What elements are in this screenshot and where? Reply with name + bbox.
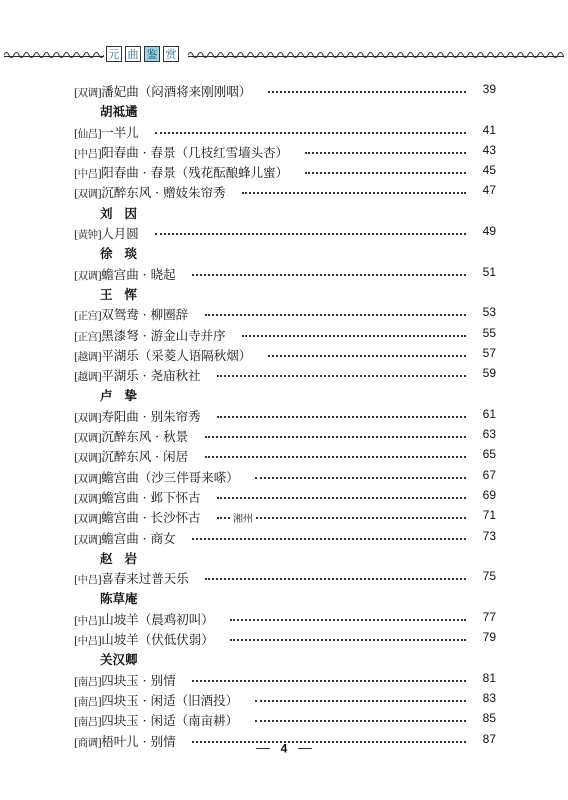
margin-note: 湘州 (231, 510, 255, 525)
entry-heading (74, 183, 226, 201)
dot-leader (268, 91, 466, 93)
toc-entry[interactable] (74, 527, 496, 547)
mode-tag: [双调] (74, 513, 102, 526)
toc-entry[interactable] (74, 425, 496, 445)
mode-tag: [商调] (74, 736, 102, 749)
header-wave-right (188, 50, 564, 60)
dot-leader (255, 700, 466, 702)
mode-tag: [中吕] (74, 147, 102, 160)
footer-dash-right (298, 748, 312, 749)
entry-heading (74, 305, 188, 323)
page-ref: 55 (482, 325, 496, 340)
dot-leader (230, 639, 466, 641)
entry-heading (74, 569, 189, 587)
entry-heading (74, 447, 188, 465)
dot-leader (205, 436, 466, 438)
entry-title: 一半儿 (101, 124, 139, 140)
entry-title: 沉醉东风 · 秋景 (101, 429, 189, 445)
entry-title: 黑漆弩 · 游金山寺并序 (101, 327, 226, 343)
mode-tag: [黄钟] (74, 229, 102, 242)
toc-entry[interactable] (74, 344, 496, 364)
author-name: 卢挚 (100, 388, 150, 404)
entry-title: 蟾宫曲 · 晓起 (101, 266, 176, 282)
author-heading (74, 648, 496, 668)
entry-title: 四块玉 · 闲适（南亩耕） (101, 713, 239, 729)
toc-entry[interactable] (74, 466, 496, 486)
mode-tag: [南吕] (74, 675, 102, 688)
book-title-char: 元 (106, 46, 122, 62)
entry-heading (74, 468, 239, 486)
dot-leader (230, 619, 466, 621)
page-ref: 63 (482, 427, 496, 442)
mode-tag: [越调] (74, 350, 102, 363)
entry-title: 蟾宫曲 · 长沙怀古 (101, 510, 201, 526)
dot-leader (205, 578, 466, 580)
entry-title: 阳春曲 · 春景（几枝红雪墙头杏） (101, 144, 289, 160)
mode-tag: [双调] (74, 492, 102, 505)
toc-entry[interactable] (74, 567, 496, 587)
entry-heading (74, 630, 214, 648)
dot-leader (217, 375, 466, 377)
entry-title: 喜春来过普天乐 (101, 571, 189, 587)
toc-entry[interactable] (74, 324, 496, 344)
entry-title: 四块玉 · 别情 (101, 672, 176, 688)
dot-leader (255, 477, 466, 479)
page-ref: 85 (482, 711, 496, 726)
dot-leader (217, 497, 466, 499)
mode-tag: [正宫] (74, 330, 102, 343)
toc-entry[interactable] (74, 364, 496, 384)
author-heading (74, 384, 496, 404)
author-heading (74, 547, 496, 567)
dot-leader (192, 538, 466, 540)
mode-tag: [南吕] (74, 695, 102, 708)
page-ref: 83 (482, 690, 496, 705)
page-footer (0, 738, 568, 757)
mode-tag: [正宫] (74, 310, 102, 323)
footer-dash-left (256, 748, 270, 749)
mode-tag: [双调] (74, 269, 102, 282)
entry-title: 寿阳曲 · 别朱帘秀 (101, 408, 201, 424)
toc-entry[interactable] (74, 121, 496, 141)
mode-tag: [越调] (74, 371, 102, 384)
toc-entry[interactable] (74, 628, 496, 648)
dot-leader (242, 335, 466, 337)
mode-tag: [双调] (74, 452, 102, 465)
entry-title: 蟾宫曲 · 邺下怀古 (101, 489, 201, 505)
author-heading (74, 587, 496, 607)
entry-title: 蟾宫曲（沙三伴哥来嗏） (101, 469, 239, 485)
dot-leader (242, 192, 466, 194)
toc-entry[interactable] (74, 263, 496, 283)
page-ref: 69 (482, 487, 496, 502)
dot-leader (155, 132, 466, 134)
entry-heading (74, 407, 201, 425)
book-title (106, 46, 179, 62)
toc-entry[interactable] (74, 181, 496, 201)
entry-title: 人月圆 (101, 226, 139, 242)
mode-tag: [中吕] (74, 574, 102, 587)
entry-title: 山坡羊（晨鸡初叫） (101, 611, 214, 627)
entry-heading (74, 265, 176, 283)
author-heading (74, 202, 496, 222)
entry-heading (74, 326, 226, 344)
page-ref: 71 (482, 508, 496, 523)
dot-leader (305, 172, 466, 174)
mode-tag: [双调] (74, 411, 102, 424)
entry-heading (74, 691, 238, 709)
entry-title: 蟾宫曲 · 商女 (101, 530, 176, 546)
toc-entry[interactable] (74, 303, 496, 323)
author-name: 胡祗遹 (100, 104, 138, 120)
dot-leader (305, 152, 466, 154)
page-ref: 39 (482, 82, 496, 96)
mode-tag: [中吕] (74, 614, 102, 627)
entry-title: 平湖乐（采菱人语隔秋烟） (101, 347, 252, 363)
entry-heading (74, 488, 201, 506)
author-name: 徐琰 (100, 246, 150, 262)
entry-title: 平湖乐 · 尧庙秋社 (101, 368, 201, 384)
entry-title: 阳春曲 · 春景（残花酝酿蜂儿蜜） (101, 165, 289, 181)
page-ref: 87 (482, 731, 496, 746)
page-ref: 67 (482, 467, 496, 482)
toc-entry[interactable] (74, 405, 496, 425)
entry-heading (74, 610, 214, 628)
author-name: 关汉卿 (100, 652, 138, 668)
dot-leader (268, 355, 466, 357)
entry-title: 双鸳鸯 · 柳圈辞 (101, 307, 189, 323)
toc-entry[interactable] (74, 669, 496, 689)
entry-title: 沉醉东风 · 闲居 (101, 449, 189, 465)
toc-entry[interactable] (74, 486, 496, 506)
page-ref: 65 (482, 447, 496, 462)
page-ref: 73 (482, 528, 496, 543)
mode-tag: [双调] (74, 432, 102, 445)
page-ref: 75 (482, 569, 496, 584)
header-wave-left (4, 50, 104, 60)
entry-title: 沉醉东风 · 赠妓朱帘秀 (101, 185, 226, 201)
toc-entry[interactable] (74, 80, 496, 100)
author-name: 王恽 (100, 286, 150, 302)
page-ref: 59 (482, 366, 496, 381)
mode-tag: [中吕] (74, 635, 102, 648)
entry-heading (74, 82, 251, 100)
dot-leader (255, 720, 466, 722)
page-ref: 61 (482, 406, 496, 421)
entry-heading (74, 671, 176, 689)
dot-leader (192, 680, 466, 682)
author-heading (74, 283, 496, 303)
page-ref: 41 (482, 122, 496, 137)
entry-heading (74, 143, 288, 161)
dot-leader (217, 416, 466, 418)
entry-title: 潘妃曲（闷酒将来刚刚咽） (101, 84, 252, 99)
page-ref: 77 (482, 609, 496, 624)
author-heading (74, 100, 496, 120)
dot-leader (205, 456, 466, 458)
entry-heading (74, 346, 251, 364)
page-ref: 49 (482, 224, 496, 239)
book-title-char: 曲 (125, 46, 141, 62)
book-title-char: 赏 (163, 46, 179, 62)
toc-entry[interactable] (74, 141, 496, 161)
entry-heading (74, 508, 201, 526)
page-ref: 43 (482, 142, 496, 157)
entry-title: 四块玉 · 闲适（旧酒投） (101, 692, 239, 708)
entry-heading (74, 366, 201, 384)
page-ref: 51 (482, 264, 496, 279)
author-name: 陈草庵 (100, 591, 138, 607)
author-heading (74, 242, 496, 262)
page-ref: 57 (482, 345, 496, 360)
toc-entry[interactable] (74, 608, 496, 628)
running-header (0, 42, 568, 72)
entry-heading (74, 224, 139, 242)
author-name: 赵岩 (100, 550, 150, 566)
entry-heading (74, 163, 288, 181)
entry-heading (74, 529, 176, 547)
mode-tag: [双调] (74, 188, 102, 201)
toc-entry[interactable] (74, 445, 496, 465)
toc-entry[interactable] (74, 709, 496, 729)
entry-heading (74, 711, 238, 729)
toc-entry[interactable] (74, 506, 496, 526)
mode-tag: [双调] (74, 87, 102, 99)
dot-leader (205, 314, 466, 316)
mode-tag: [南吕] (74, 716, 102, 729)
page-number: 4 (280, 741, 288, 756)
dot-leader (192, 274, 466, 276)
dot-leader (155, 233, 466, 235)
page-ref: 47 (482, 183, 496, 198)
toc-entry[interactable] (74, 222, 496, 242)
page-ref: 81 (482, 670, 496, 685)
mode-tag: [仙吕] (74, 127, 102, 140)
page-ref: 79 (482, 630, 496, 645)
toc-entry[interactable] (74, 161, 496, 181)
author-name: 刘因 (100, 205, 150, 221)
mode-tag: [双调] (74, 533, 102, 546)
entry-heading (74, 427, 188, 445)
book-title-char: 鉴 (144, 46, 160, 62)
mode-tag: [双调] (74, 472, 102, 485)
page-ref: 53 (482, 305, 496, 320)
page-ref: 45 (482, 163, 496, 178)
entry-title: 梧叶儿 · 别情 (101, 733, 176, 749)
entry-heading (74, 123, 139, 141)
toc-entry[interactable] (74, 689, 496, 709)
entry-title: 山坡羊（伏低伏弱） (101, 632, 214, 648)
mode-tag: [中吕] (74, 168, 102, 181)
table-of-contents (74, 80, 496, 750)
